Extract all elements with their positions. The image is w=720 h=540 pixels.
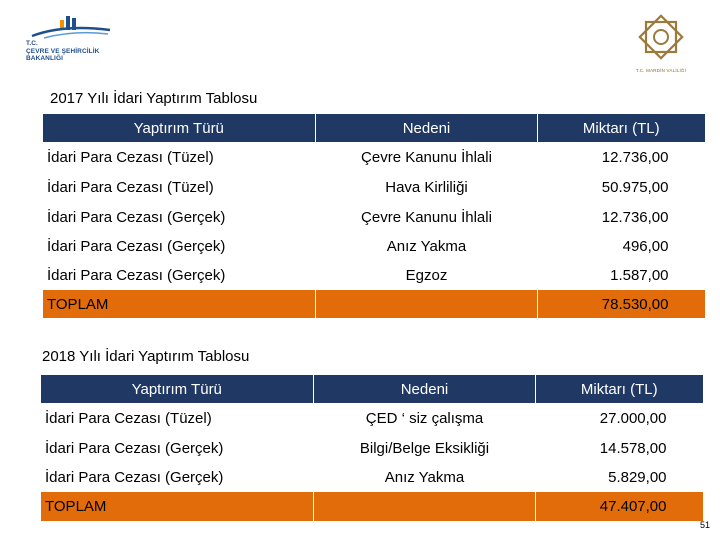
table-2018 (40, 375, 703, 522)
seal-caption: T.C. MARDİN VALİLİĞİ (635, 68, 687, 73)
governorship-logo (628, 14, 694, 80)
table-row (43, 232, 705, 261)
ministry-logo (24, 14, 124, 72)
table-2017-title: 2017 Yılı İdari Yaptırım Tablosu (50, 90, 258, 107)
cell-amount: 27.000,00 (536, 404, 703, 434)
total-label: TOPLAM (43, 290, 316, 319)
cell-amount: 496,00 (538, 232, 705, 261)
table-row (41, 434, 703, 463)
cell-reason: Çevre Kanunu İhlali (316, 203, 538, 232)
cell-amount: 5.829,00 (536, 463, 703, 492)
total-amount: 78.530,00 (538, 290, 705, 319)
ministry-emblem-icon (24, 14, 124, 42)
cell-reason: Bilgi/Belge Eksikliği (314, 434, 536, 463)
table-2017 (42, 114, 705, 319)
cell-amount: 12.736,00 (538, 143, 705, 173)
table-row (43, 143, 705, 173)
cell-reason: Anız Yakma (316, 232, 538, 261)
cell-type: İdari Para Cezası (Tüzel) (43, 173, 316, 203)
ministry-line-3: BAKANLIĞI (26, 55, 64, 62)
header-amount: Miktarı (TL) (536, 375, 703, 404)
cell-amount: 1.587,00 (538, 261, 705, 290)
total-reason-empty (316, 290, 538, 319)
total-label: TOPLAM (41, 492, 314, 522)
cell-type: İdari Para Cezası (Tüzel) (41, 404, 314, 434)
table-row (43, 173, 705, 203)
cell-type: İdari Para Cezası (Tüzel) (43, 143, 316, 173)
cell-reason: Hava Kirliliği (316, 173, 538, 203)
cell-reason: ÇED ‘ siz çalışma (314, 404, 536, 434)
cell-type: İdari Para Cezası (Gerçek) (41, 434, 314, 463)
header-reason: Nedeni (314, 375, 536, 404)
cell-reason: Çevre Kanunu İhlali (316, 143, 538, 173)
cell-type: İdari Para Cezası (Gerçek) (41, 463, 314, 492)
total-amount: 47.407,00 (536, 492, 703, 522)
header-reason: Nedeni (316, 114, 538, 143)
page-number: 51 (699, 520, 710, 530)
cell-reason: Anız Yakma (314, 463, 536, 492)
cell-amount: 14.578,00 (536, 434, 703, 463)
header-sanction-type: Yaptırım Türü (41, 375, 314, 404)
total-row (41, 492, 703, 522)
table-row (43, 261, 705, 290)
cell-reason: Egzoz (316, 261, 538, 290)
table-header-row (43, 114, 705, 143)
cell-amount: 12.736,00 (538, 203, 705, 232)
ministry-line-1: T.C. (26, 40, 38, 47)
total-row (43, 290, 705, 319)
cell-type: İdari Para Cezası (Gerçek) (43, 261, 316, 290)
table-2018-title: 2018 Yılı İdari Yaptırım Tablosu (42, 348, 250, 365)
table-row (43, 203, 705, 232)
header-sanction-type: Yaptırım Türü (43, 114, 316, 143)
ministry-line-2: ÇEVRE VE ŞEHİRCİLİK (26, 47, 100, 55)
table-row (41, 463, 703, 492)
cell-amount: 50.975,00 (538, 173, 705, 203)
cell-type: İdari Para Cezası (Gerçek) (43, 203, 316, 232)
table-header-row (41, 375, 703, 404)
header-amount: Miktarı (TL) (538, 114, 705, 143)
table-row (41, 404, 703, 434)
cell-type: İdari Para Cezası (Gerçek) (43, 232, 316, 261)
seal-icon (628, 14, 694, 68)
total-reason-empty (314, 492, 536, 522)
